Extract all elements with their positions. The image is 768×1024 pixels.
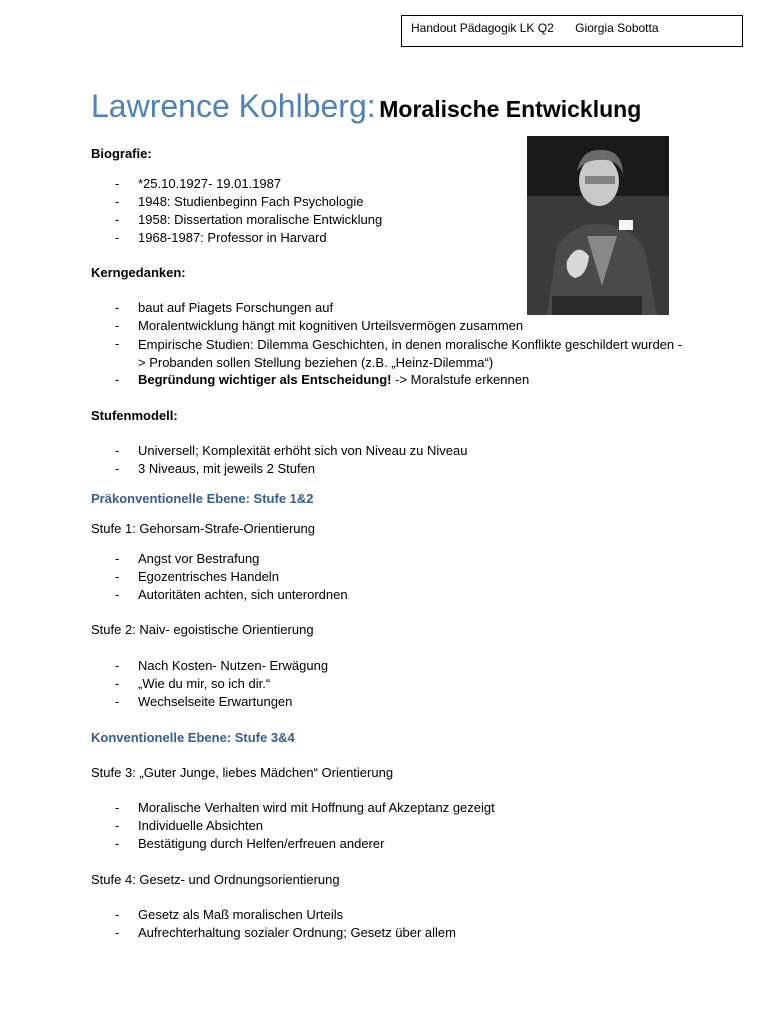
title-name: Lawrence Kohlberg:	[91, 88, 376, 124]
header-author: Giorgia Sobotta	[575, 21, 659, 35]
stufe4-title: Stufe 4: Gesetz- und Ordnungsorientierung	[91, 872, 340, 887]
portrait-image-icon	[527, 136, 669, 315]
portrait-photo	[527, 136, 669, 315]
page-title	[91, 88, 641, 125]
title-topic: Moralische Entwicklung	[379, 96, 642, 122]
stufe1-title: Stufe 1: Gehorsam-Strafe-Orientierung	[91, 521, 315, 536]
konventionell-heading: Konventionelle Ebene: Stufe 3&4	[91, 730, 295, 745]
biografie-heading: Biografie:	[91, 146, 152, 161]
stufenmodell-heading: Stufenmodell:	[91, 408, 178, 423]
emphasis-rest: -> Moralstufe erkennen	[391, 372, 530, 387]
praekonventionell-heading: Präkonventionelle Ebene: Stufe 1&2	[91, 491, 314, 506]
stufe2-title: Stufe 2: Naiv- egoistische Orientierung	[91, 622, 314, 637]
stufe3-title: Stufe 3: „Guter Junge, liebes Mädchen“ Orientierung	[91, 765, 394, 780]
kerngedanken-heading: Kerngedanken:	[91, 265, 186, 280]
header-course: Handout Pädagogik LK Q2	[411, 21, 554, 35]
header-box	[401, 15, 743, 47]
emphasis-bold: Begründung wichtiger als Entscheidung!	[138, 372, 392, 387]
